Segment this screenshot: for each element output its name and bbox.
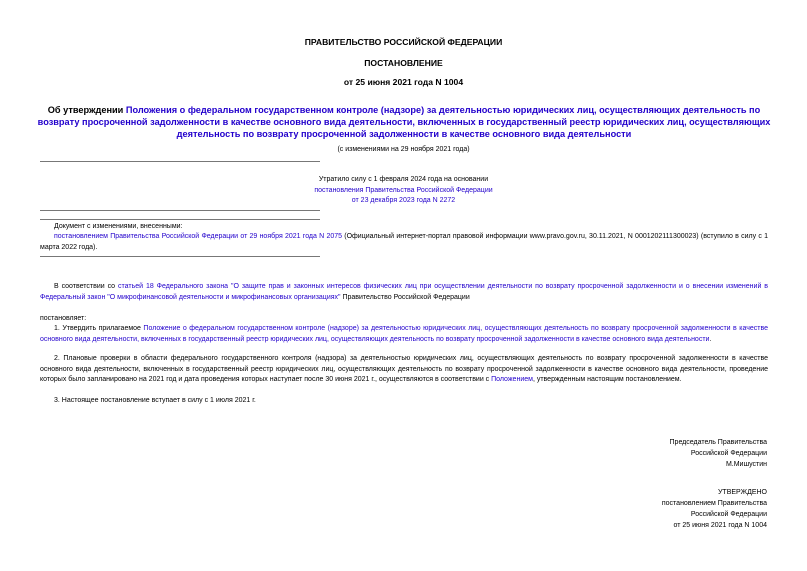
item-2-start: 2. Плановые проверки в области федерального государственного контроля (надзора) за деятельностью юридических лиц, осуществляющих деятельность по возврату просроченной задолженности в качестве основного вида деятельности, включенных в государственный реестр юридических лиц, осуществляющих деятельность по возврату просроченной задолженности в качестве основного вида деятельности, проведение которых было запланировано на 2021 год и дата проведения которых наступает после 30 июня 2021 г., осуществляются в соответствии с xyxy=(40,355,768,383)
preamble-end: Правительство Российской Федерации xyxy=(340,293,470,301)
divider xyxy=(40,219,320,220)
item-1-end: . xyxy=(709,335,712,343)
expiry-text: Утратило силу с 1 февраля 2024 года на основании xyxy=(318,176,489,183)
signature-country: Российской Федерации xyxy=(690,450,767,457)
amendments-intro xyxy=(40,222,768,233)
approval-by: постановлением Правительства xyxy=(661,500,767,507)
government-heading: ПРАВИТЕЛЬСТВО РОССИЙСКОЙ ФЕДЕРАЦИИ xyxy=(304,37,503,47)
title-prefix: Об утверждении xyxy=(47,105,126,115)
amendments-intro-text: Документ с изменениями, внесенными: xyxy=(54,223,183,230)
expiry-link-line2[interactable]: от 23 декабря 2023 года N 2272 xyxy=(351,197,456,204)
approval-country: Российской Федерации xyxy=(690,511,767,518)
signature-block xyxy=(670,437,767,470)
regulation-link-item2[interactable]: Положением xyxy=(491,376,533,383)
changes-note: (с изменениями на 29 ноября 2021 года) xyxy=(337,146,470,153)
preamble-start: В соответствии со xyxy=(54,283,118,290)
signature-position: Председатель Правительства xyxy=(669,439,767,446)
approval-block xyxy=(662,487,767,531)
item-1 xyxy=(40,324,768,345)
amendment-link[interactable]: постановлением Правительства Российской Федерации от 29 ноября 2021 года N 2075 xyxy=(54,233,343,240)
item-2-end: , утвержденным настоящим постановлением. xyxy=(532,376,682,383)
expiry-block xyxy=(200,175,607,207)
amendment-details: (Официальный интернет-портал правовой информации www.pravo.gov.ru, 30.11.2021, N 0001202111300023) (вступило в силу с 1 марта 2022 года). xyxy=(40,233,768,251)
decree-word: постановляет: xyxy=(40,315,87,322)
approval-date: от 25 июня 2021 года N 1004 xyxy=(673,522,767,529)
divider xyxy=(40,161,320,162)
preamble xyxy=(40,282,768,303)
item-1-start: 1. Утвердить прилагаемое xyxy=(54,325,144,332)
regulation-link-item1[interactable]: Положение о федеральном государственном контроле (надзоре) за деятельностью юридических лиц, осуществляющих деятельность по возврату просроченной задолженности в качестве основного вида деятельности, включенных в государственный реестр юридических лиц, осуществляющих деятельность по возврату просроченной задолженности в качестве основного вида деятельности xyxy=(40,325,768,343)
expiry-link-line1[interactable]: постановления Правительства Российской Федерации xyxy=(314,186,493,194)
divider xyxy=(40,210,320,211)
document-date-number: от 25 июня 2021 года N 1004 xyxy=(343,77,464,87)
document-title xyxy=(36,104,772,140)
signature-name: М.Мишустин xyxy=(725,461,767,468)
approval-title: УТВЕРЖДЕНО xyxy=(717,489,767,496)
document-type: ПОСТАНОВЛЕНИЕ xyxy=(364,58,443,68)
divider xyxy=(40,256,320,257)
regulation-link[interactable]: Положения о федеральном государственном контроле (надзоре) за деятельностью юридических лиц, осуществляющих деятельность по возврату просроченной задолженности в качестве основного вида деятельности, включенных в государственный реестр юридических лиц, осуществляющих деятельность по возврату просроченной задолженности в качестве основного вида деятельности xyxy=(37,105,771,139)
amendments-block xyxy=(40,232,768,253)
item-2 xyxy=(40,354,768,386)
item-3: 3. Настоящее постановление вступает в силу с 1 июля 2021 г. xyxy=(54,397,256,404)
federal-law-link[interactable]: статьей 18 Федерального закона "О защите прав и законных интересов физических лиц при осуществлении деятельности по возврату просроченной задолженности и о внесении изменений в Федеральный закон "О микрофинансовой деятельности и микрофинансовых организациях" xyxy=(40,283,768,301)
